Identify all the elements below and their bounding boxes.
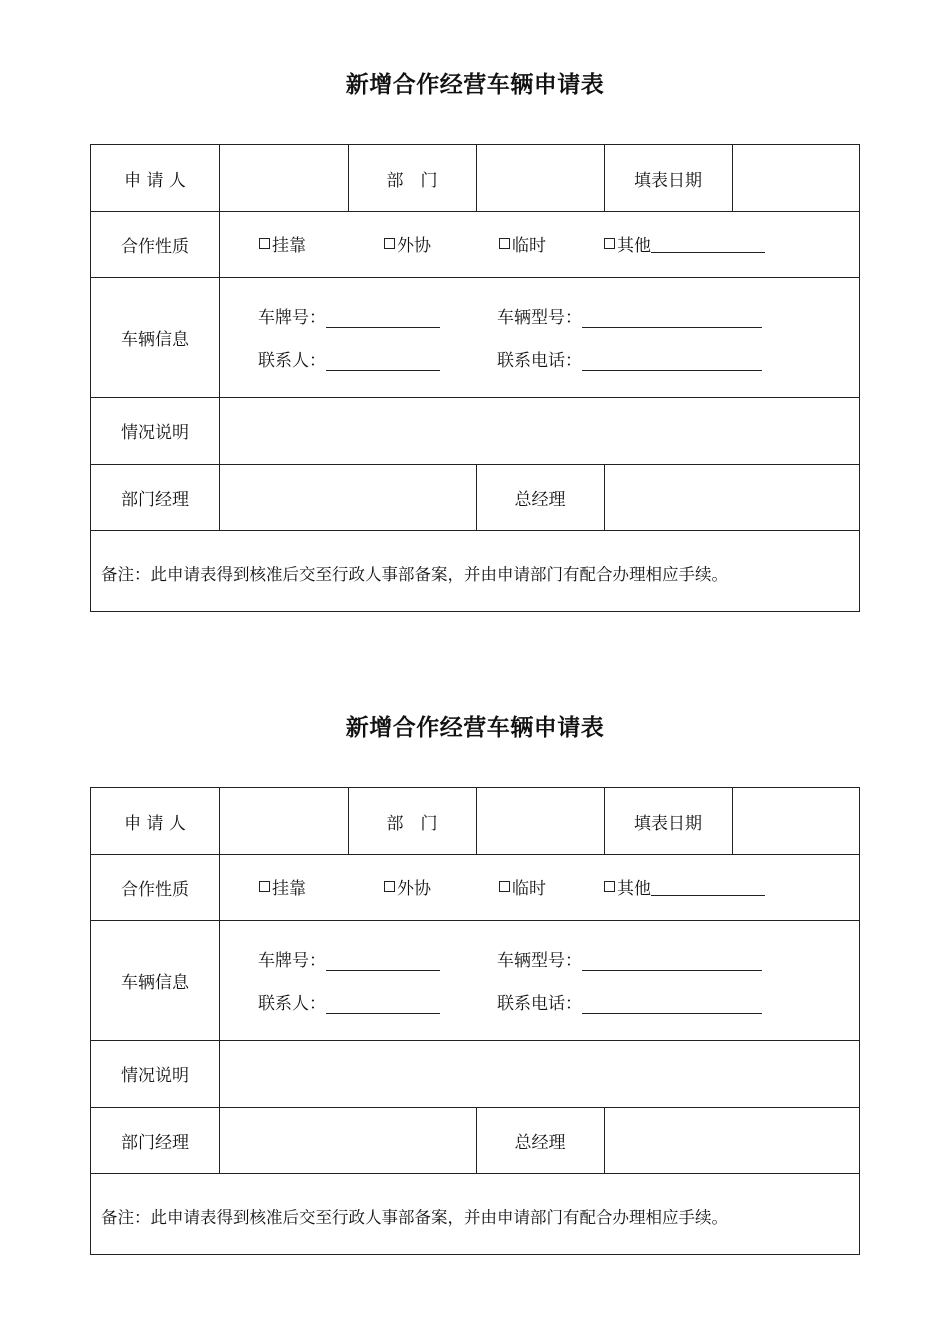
note-text: 备注：此申请表得到核准后交至行政人事部备案，并由申请部门有配合办理相应手续。 <box>101 565 728 584</box>
plate-field <box>258 946 440 971</box>
checkbox[interactable] <box>259 881 270 892</box>
phone-field <box>497 346 762 371</box>
contact-label: 联系人： <box>258 351 326 371</box>
checkbox[interactable] <box>604 881 615 892</box>
checkbox[interactable] <box>499 238 510 249</box>
option-label: 外协 <box>397 236 431 256</box>
phone-label: 联系电话： <box>497 351 582 371</box>
phone-field <box>497 989 762 1014</box>
phone-label: 联系电话： <box>497 994 582 1014</box>
department-field[interactable] <box>477 145 604 211</box>
option-linshi[interactable] <box>499 874 546 899</box>
option-guakao[interactable] <box>259 874 306 899</box>
model-input[interactable] <box>582 953 762 971</box>
nature-label: 合作性质 <box>121 236 189 257</box>
department-field[interactable] <box>477 788 604 854</box>
plate-label: 车牌号： <box>258 308 326 328</box>
department-label: 部 门 <box>386 813 438 834</box>
model-label: 车辆型号： <box>497 951 582 971</box>
option-waixie[interactable] <box>384 874 431 899</box>
model-input[interactable] <box>582 310 762 328</box>
plate-input[interactable] <box>326 953 440 971</box>
fill-date-field[interactable] <box>733 788 859 854</box>
option-label: 其他 <box>617 236 651 256</box>
option-waixie[interactable] <box>384 231 431 256</box>
department-label: 部 门 <box>386 170 438 191</box>
note-text: 备注：此申请表得到核准后交至行政人事部备案，并由申请部门有配合办理相应手续。 <box>101 1208 728 1227</box>
contact-input[interactable] <box>326 353 440 371</box>
applicant-field[interactable] <box>220 145 347 211</box>
situation-label: 情况说明 <box>121 423 189 443</box>
other-blank[interactable] <box>651 235 765 253</box>
contact-field <box>258 346 440 371</box>
fill-date-label: 填表日期 <box>634 170 702 191</box>
form-title: 新增合作经营车辆申请表 <box>345 72 605 98</box>
gm-label: 总经理 <box>514 1132 566 1153</box>
model-field <box>497 303 762 328</box>
checkbox[interactable] <box>604 238 615 249</box>
applicant-label: 申 请 人 <box>124 813 186 834</box>
situation-label: 情况说明 <box>121 1066 189 1086</box>
option-label: 挂靠 <box>272 236 306 256</box>
nature-label: 合作性质 <box>121 879 189 900</box>
phone-input[interactable] <box>582 353 762 371</box>
form-table <box>90 787 860 1255</box>
option-label: 临时 <box>512 879 546 899</box>
option-qita[interactable] <box>604 874 765 899</box>
contact-input[interactable] <box>326 996 440 1014</box>
checkbox[interactable] <box>499 881 510 892</box>
dept-manager-label: 部门经理 <box>121 1132 189 1153</box>
plate-label: 车牌号： <box>258 951 326 971</box>
model-label: 车辆型号： <box>497 308 582 328</box>
contact-label: 联系人： <box>258 994 326 1014</box>
gm-field[interactable] <box>605 1107 859 1173</box>
dept-manager-field[interactable] <box>220 464 476 530</box>
option-linshi[interactable] <box>499 231 546 256</box>
applicant-field[interactable] <box>220 788 347 854</box>
other-blank[interactable] <box>651 878 765 896</box>
model-field <box>497 946 762 971</box>
gm-field[interactable] <box>605 464 859 530</box>
checkbox[interactable] <box>384 238 395 249</box>
vehicle-label: 车辆信息 <box>121 972 189 993</box>
fill-date-label: 填表日期 <box>634 813 702 834</box>
applicant-label: 申 请 人 <box>124 170 186 191</box>
plate-input[interactable] <box>326 310 440 328</box>
option-label: 临时 <box>512 236 546 256</box>
situation-field[interactable] <box>220 397 859 464</box>
option-label: 外协 <box>397 879 431 899</box>
dept-manager-field[interactable] <box>220 1107 476 1173</box>
option-qita[interactable] <box>604 231 765 256</box>
gm-label: 总经理 <box>514 489 566 510</box>
checkbox[interactable] <box>259 238 270 249</box>
situation-field[interactable] <box>220 1040 859 1107</box>
plate-field <box>258 303 440 328</box>
checkbox[interactable] <box>384 881 395 892</box>
option-label: 挂靠 <box>272 879 306 899</box>
dept-manager-label: 部门经理 <box>121 489 189 510</box>
vehicle-label: 车辆信息 <box>121 329 189 350</box>
option-label: 其他 <box>617 879 651 899</box>
option-guakao[interactable] <box>259 231 306 256</box>
form-title: 新增合作经营车辆申请表 <box>345 715 605 741</box>
fill-date-field[interactable] <box>733 145 859 211</box>
form-table <box>90 144 860 612</box>
phone-input[interactable] <box>582 996 762 1014</box>
contact-field <box>258 989 440 1014</box>
